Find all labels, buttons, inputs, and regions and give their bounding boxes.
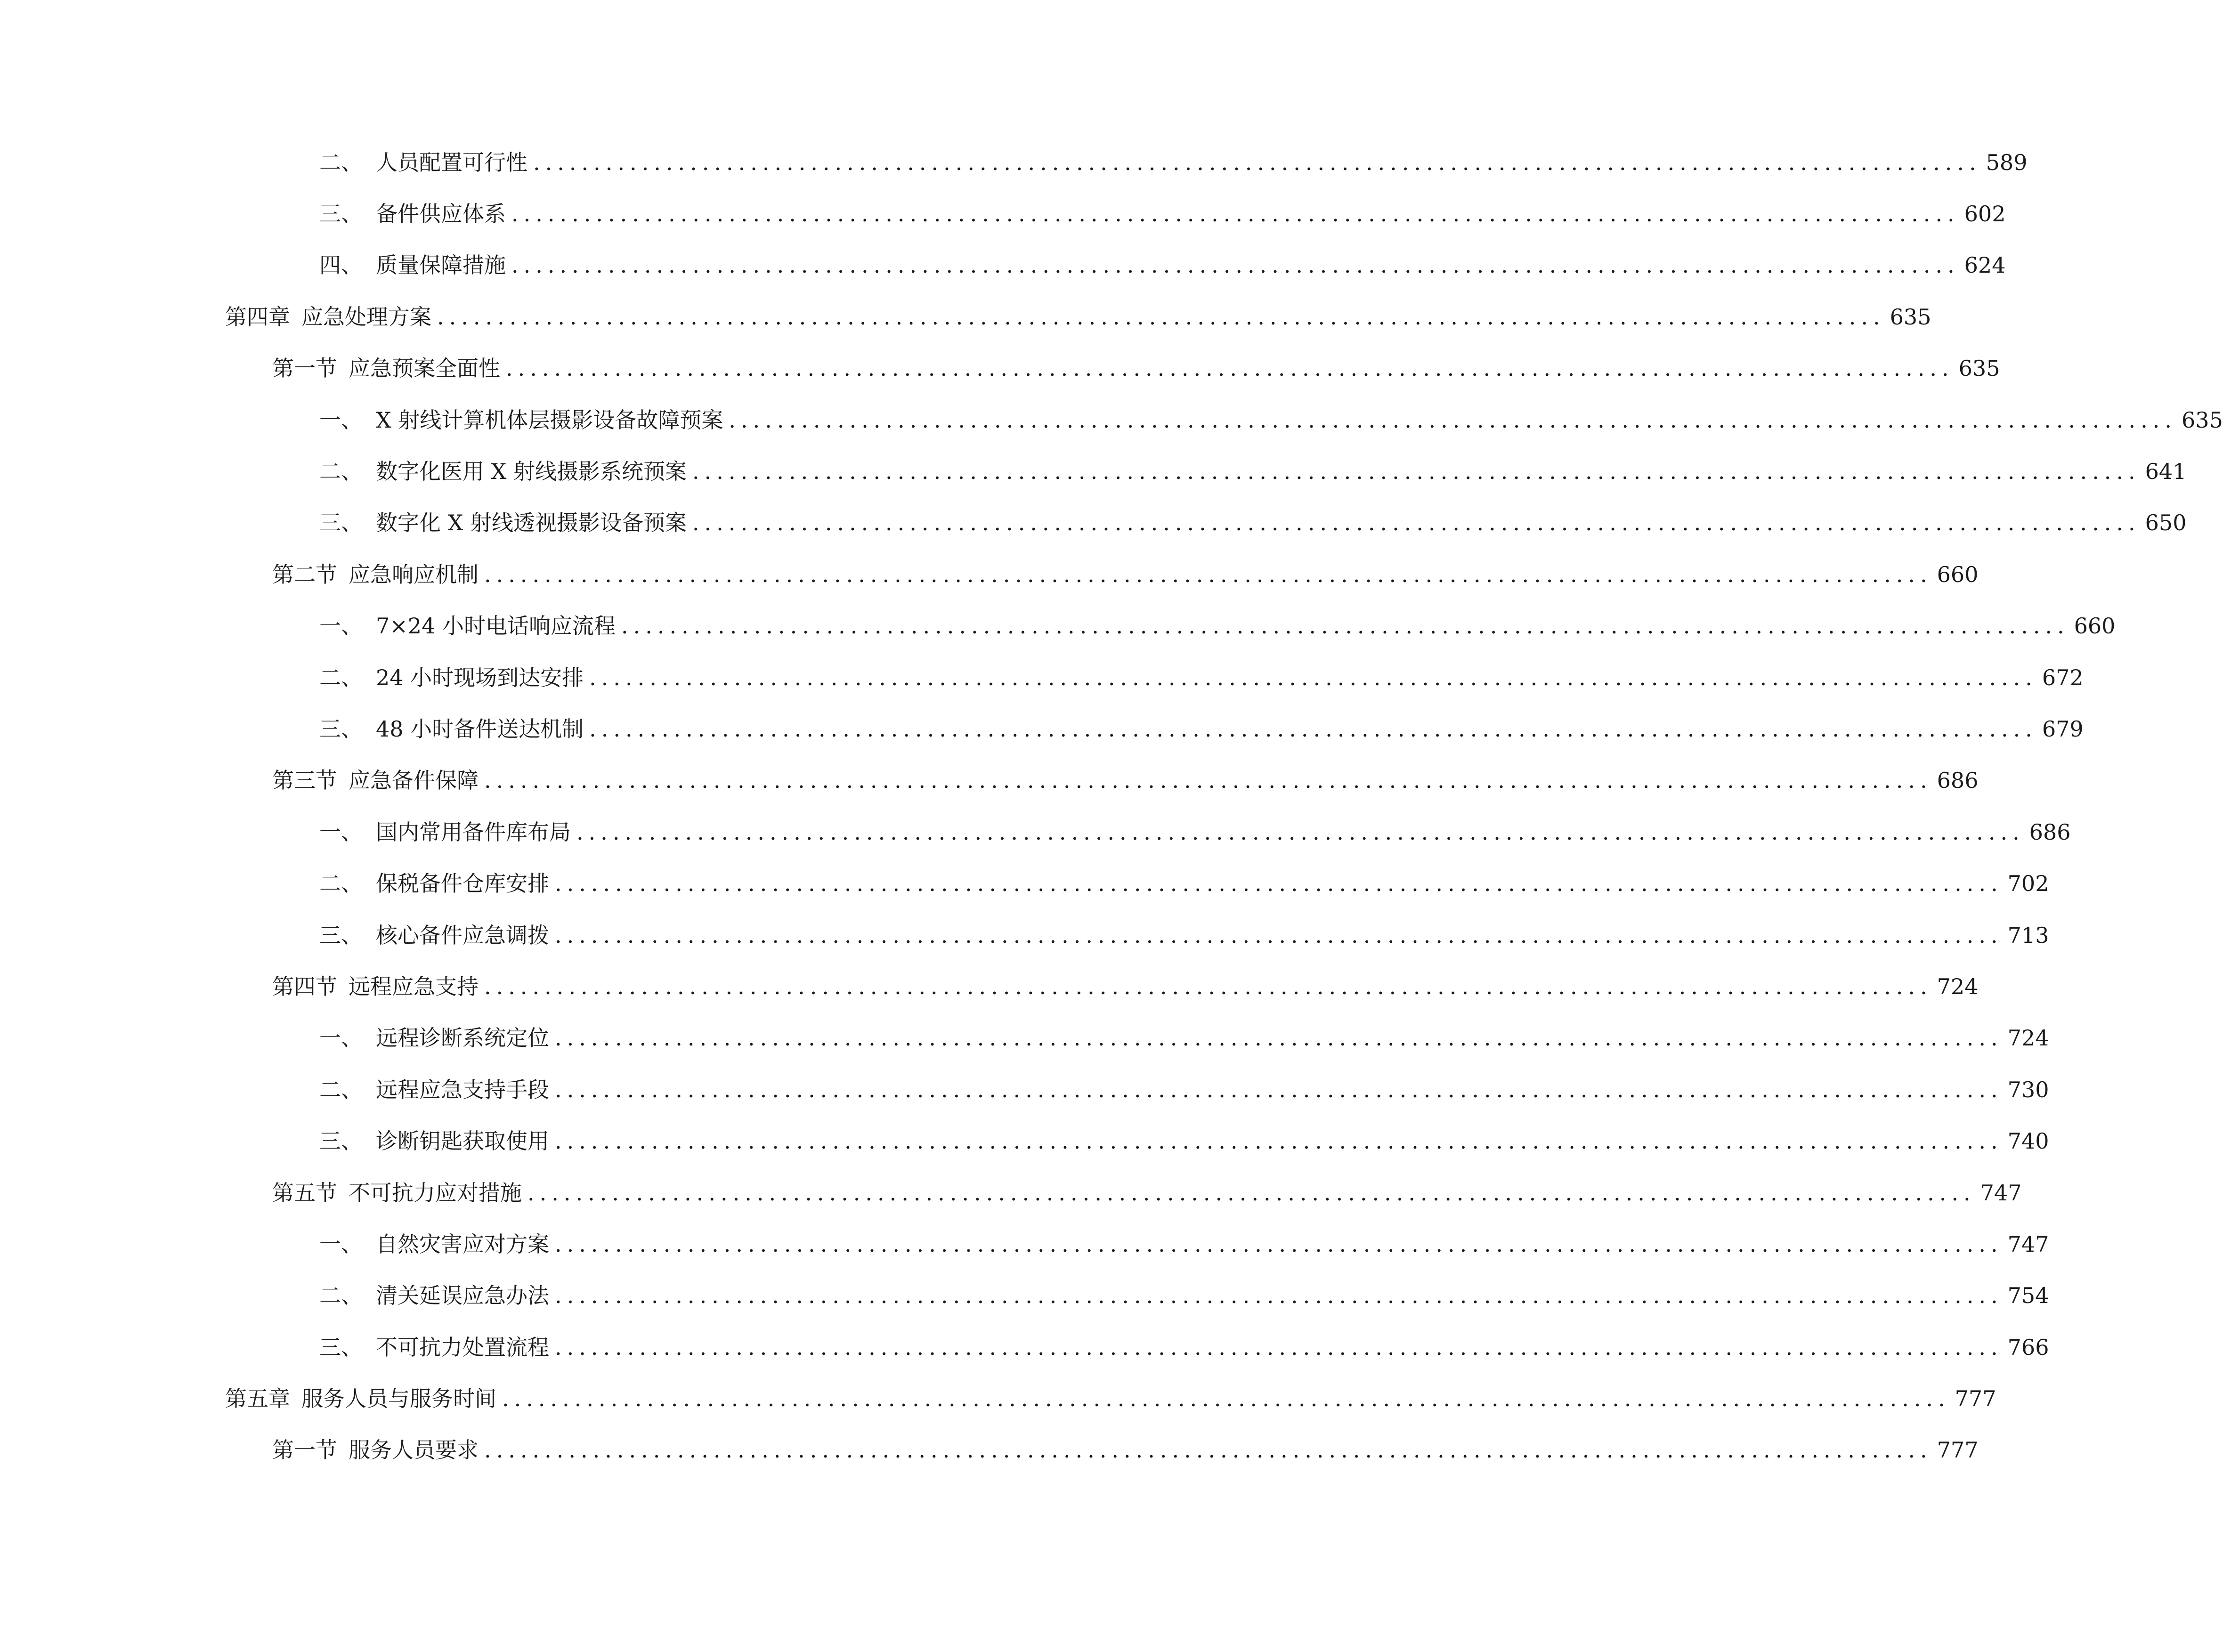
- toc-subsection-entry[interactable]: [0, 703, 2084, 754]
- toc-entry-page-number: 624: [1964, 252, 2006, 278]
- dot-leader: ........................................................................................................................: [692, 459, 2141, 485]
- toc-entry-number: 第四章: [225, 304, 290, 330]
- toc-entry-title: 7×24 小时电话响应流程: [376, 613, 616, 639]
- dot-leader: ........................................................................................................................: [729, 407, 2177, 433]
- toc-entry-page-number: 747: [1980, 1180, 2022, 1206]
- toc-entry-title: 保税备件仓库安排: [376, 871, 549, 897]
- toc-subsection-entry[interactable]: [0, 445, 2187, 497]
- dot-leader: ........................................................................................................................: [555, 1231, 2003, 1257]
- toc-entry-page-number: 724: [1937, 973, 1979, 999]
- toc-entry-number: 二、: [319, 1283, 363, 1309]
- toc-entry-title: 数字化医用 X 射线摄影系统预案: [376, 459, 687, 485]
- toc-entry-number: 二、: [319, 664, 363, 690]
- dot-leader: ........................................................................................................................: [692, 510, 2141, 536]
- toc-entry-title: 48 小时备件送达机制: [376, 716, 584, 742]
- toc-section-entry[interactable]: [0, 1425, 1979, 1476]
- toc-entry-number: 第二节: [272, 561, 337, 587]
- toc-entry-title: 备件供应体系: [376, 201, 506, 227]
- toc-entry-page-number: 635: [2182, 407, 2223, 433]
- toc-subsection-entry[interactable]: [0, 1115, 2049, 1166]
- toc-entry-page-number: 635: [1890, 304, 1931, 330]
- toc-subsection-entry[interactable]: [0, 1218, 2049, 1270]
- toc-entry-number: 三、: [319, 1334, 363, 1360]
- dot-leader: ........................................................................................................................: [484, 973, 1932, 999]
- toc-entry-number: 一、: [319, 1025, 363, 1051]
- dot-leader: ........................................................................................................................: [502, 1386, 1950, 1412]
- toc-entry-number: 第一节: [272, 1437, 337, 1463]
- dot-leader: ........................................................................................................................: [555, 1128, 2003, 1154]
- toc-subsection-entry[interactable]: [0, 240, 2006, 291]
- toc-entry-title: X 射线计算机体层摄影设备故障预案: [376, 407, 723, 433]
- dot-leader: ........................................................................................................................: [555, 871, 2003, 897]
- toc-entry-title: 诊断钥匙获取使用: [376, 1128, 549, 1154]
- toc-entry-title: 远程诊断系统定位: [376, 1025, 549, 1051]
- toc-entry-page-number: 777: [1937, 1437, 1979, 1463]
- toc-entry-number: 三、: [319, 716, 363, 742]
- toc-entry-title: 远程应急支持: [349, 973, 479, 999]
- toc-entry-title: 应急预案全面性: [349, 356, 500, 381]
- toc-subsection-entry[interactable]: [0, 858, 2049, 909]
- table-of-contents: [0, 137, 2223, 1476]
- toc-entry-page-number: 724: [2007, 1025, 2049, 1051]
- dot-leader: ........................................................................................................................: [511, 252, 1960, 278]
- toc-entry-page-number: 672: [2042, 664, 2084, 690]
- toc-entry-title: 核心备件应急调拨: [376, 922, 549, 948]
- toc-entry-number: 一、: [319, 407, 363, 433]
- toc-subsection-entry[interactable]: [0, 1064, 2049, 1115]
- dot-leader: ........................................................................................................................: [484, 1437, 1932, 1463]
- toc-entry-title: 24 小时现场到达安排: [376, 664, 584, 690]
- dot-leader: ........................................................................................................................: [555, 1077, 2003, 1102]
- toc-entry-number: 一、: [319, 613, 363, 639]
- toc-subsection-entry[interactable]: [0, 137, 2028, 188]
- toc-entry-number: 二、: [319, 149, 363, 175]
- toc-entry-page-number: 686: [1937, 768, 1979, 794]
- toc-entry-number: 第一节: [272, 356, 337, 381]
- toc-entry-page-number: 650: [2145, 510, 2187, 536]
- toc-entry-title: 不可抗力应对措施: [349, 1180, 522, 1206]
- dot-leader: ........................................................................................................................: [555, 1025, 2003, 1051]
- toc-entry-number: 三、: [319, 922, 363, 948]
- dot-leader: ........................................................................................................................: [527, 1180, 1976, 1206]
- toc-entry-number: 二、: [319, 1077, 363, 1102]
- dot-leader: ........................................................................................................................: [589, 664, 2037, 690]
- toc-entry-page-number: 589: [1986, 149, 2028, 175]
- toc-subsection-entry[interactable]: [0, 1270, 2049, 1321]
- toc-entry-page-number: 679: [2042, 716, 2084, 742]
- toc-section-entry[interactable]: [0, 755, 1979, 806]
- toc-entry-page-number: 754: [2007, 1283, 2049, 1309]
- toc-entry-page-number: 766: [2007, 1334, 2049, 1360]
- toc-entry-title: 应急备件保障: [349, 768, 479, 794]
- toc-entry-page-number: 602: [1964, 201, 2006, 227]
- toc-entry-number: 一、: [319, 819, 363, 845]
- dot-leader: ........................................................................................................................: [484, 768, 1932, 794]
- toc-entry-page-number: 730: [2007, 1077, 2049, 1102]
- toc-entry-page-number: 641: [2145, 459, 2187, 485]
- toc-entry-page-number: 635: [1958, 356, 2000, 381]
- dot-leader: ........................................................................................................................: [533, 149, 1981, 175]
- dot-leader: ........................................................................................................................: [555, 1334, 2003, 1360]
- toc-subsection-entry[interactable]: [0, 394, 2223, 445]
- toc-entry-title: 远程应急支持手段: [376, 1077, 549, 1102]
- toc-entry-page-number: 713: [2007, 922, 2049, 948]
- toc-entry-page-number: 747: [2007, 1231, 2049, 1257]
- dot-leader: ........................................................................................................................: [555, 922, 2003, 948]
- dot-leader: ........................................................................................................................: [437, 304, 1885, 330]
- toc-subsection-entry[interactable]: [0, 497, 2187, 549]
- toc-entry-title: 清关延误应急办法: [376, 1283, 549, 1309]
- toc-entry-page-number: 686: [2029, 819, 2071, 845]
- toc-entry-page-number: 740: [2007, 1128, 2049, 1154]
- dot-leader: ........................................................................................................................: [576, 819, 2025, 845]
- toc-entry-number: 三、: [319, 201, 363, 227]
- dot-leader: ........................................................................................................................: [484, 561, 1932, 587]
- dot-leader: ........................................................................................................................: [506, 356, 1954, 381]
- toc-section-entry[interactable]: [0, 549, 1979, 600]
- toc-entry-title: 自然灾害应对方案: [376, 1231, 549, 1257]
- toc-subsection-entry[interactable]: [0, 600, 2116, 652]
- dot-leader: ........................................................................................................................: [511, 201, 1960, 227]
- toc-subsection-entry[interactable]: [0, 909, 2049, 961]
- toc-entry-title: 国内常用备件库布局: [376, 819, 571, 845]
- toc-section-entry[interactable]: [0, 1167, 2022, 1218]
- toc-entry-number: 三、: [319, 1128, 363, 1154]
- toc-entry-number: 二、: [319, 871, 363, 897]
- toc-entry-title: 人员配置可行性: [376, 149, 527, 175]
- toc-entry-number: 第四节: [272, 973, 337, 999]
- toc-entry-title: 不可抗力处置流程: [376, 1334, 549, 1360]
- toc-entry-number: 四、: [319, 252, 363, 278]
- toc-entry-number: 三、: [319, 510, 363, 536]
- toc-entry-title: 质量保障措施: [376, 252, 506, 278]
- toc-entry-title: 服务人员与服务时间: [301, 1386, 496, 1412]
- toc-entry-page-number: 777: [1955, 1386, 1996, 1412]
- toc-entry-page-number: 660: [1937, 561, 1979, 587]
- toc-section-entry[interactable]: [0, 343, 2000, 394]
- toc-section-entry[interactable]: [0, 961, 1979, 1012]
- toc-entry-number: 二、: [319, 459, 363, 485]
- toc-entry-number: 第五章: [225, 1386, 290, 1412]
- toc-subsection-entry[interactable]: [0, 188, 2006, 239]
- toc-entry-number: 第三节: [272, 768, 337, 794]
- toc-subsection-entry[interactable]: [0, 806, 2071, 858]
- toc-entry-number: 一、: [319, 1231, 363, 1257]
- toc-entry-number: 第五节: [272, 1180, 337, 1206]
- dot-leader: ........................................................................................................................: [589, 716, 2037, 742]
- toc-entry-title: 服务人员要求: [349, 1437, 479, 1463]
- toc-subsection-entry[interactable]: [0, 1012, 2049, 1064]
- toc-entry-page-number: 660: [2074, 613, 2116, 639]
- toc-entry-title: 应急响应机制: [349, 561, 479, 587]
- toc-entry-title: 数字化 X 射线透视摄影设备预案: [376, 510, 687, 536]
- toc-chapter-entry[interactable]: [0, 291, 1931, 342]
- toc-subsection-entry[interactable]: [0, 1321, 2049, 1373]
- toc-entry-page-number: 702: [2007, 871, 2049, 897]
- toc-chapter-entry[interactable]: [0, 1373, 1996, 1424]
- toc-subsection-entry[interactable]: [0, 652, 2084, 703]
- toc-entry-title: 应急处理方案: [301, 304, 431, 330]
- dot-leader: ........................................................................................................................: [555, 1283, 2003, 1309]
- dot-leader: ........................................................................................................................: [621, 613, 2069, 639]
